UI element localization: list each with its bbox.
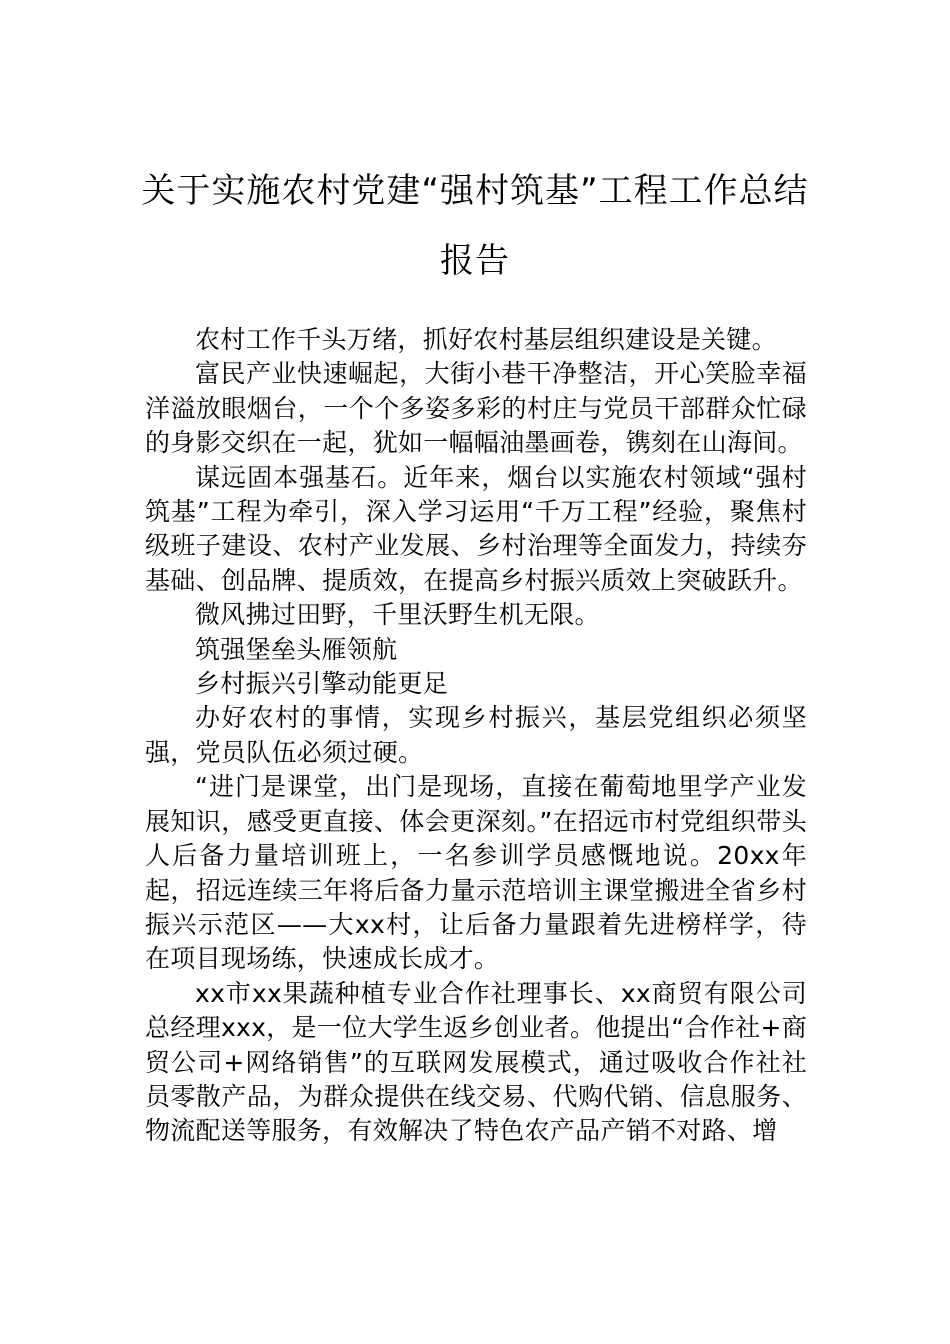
paragraph: 富民产业快速崛起，大街小巷干净整洁，开心笑脸幸福洋溢放眼烟台，一个个多姿多彩的村庄与党员干部群众忙碌的身影交织在一起，犹如一幅幅油墨画卷，镌刻在山海间。 bbox=[145, 359, 807, 458]
paragraph: 微风拂过田野，千里沃野生机无限。 bbox=[195, 600, 600, 630]
document-title bbox=[120, 156, 830, 296]
paragraph: xx市xx果蔬种植专业合作社理事长、xx商贸有限公司总经理xxx，是一位大学生返乡创业者。他提出“合作社+商贸公司+网络销售”的互联网发展模式，通过吸收合作社社员零散产品，为群众提供在线交易、代购代销、信息服务、物流配送等服务，有效解决了特色农产品产销不对路、增 bbox=[145, 978, 807, 1146]
paragraph: “进门是课堂，出门是现场，直接在葡萄地里学产业发展知识，感受更直接、体会更深刻。”在招远市村党组织带头人后备力量培训班上，一名参训学员感慨地说。20xx年起，招远连续三年将后备力量示范培训主课堂搬进全省乡村振兴示范区——大xx村，让后备力量跟着先进榜样学，待在项目现场练，快速成长成才。 bbox=[145, 772, 807, 974]
paragraph: 办好农村的事情，实现乡村振兴，基层党组织必须坚强，党员队伍必须过硬。 bbox=[145, 703, 807, 767]
document-body bbox=[145, 323, 807, 1149]
paragraph: 农村工作千头万绪，抓好农村基层组织建设是关键。 bbox=[195, 325, 777, 354]
title-line-2: 报告 bbox=[440, 241, 510, 281]
section-heading: 筑强堡垒头雁领航 bbox=[195, 634, 398, 664]
paragraph: 谋远固本强基石。近年来，烟台以实施农村领域“强村筑基”工程为牵引，深入学习运用“千万工程”经验，聚焦村级班子建设、农村产业发展、乡村治理等全面发力，持续夯基础、创品牌、提质效，在提高乡村振兴质效上突破跃升。 bbox=[145, 462, 807, 595]
title-line-1: 关于实施农村党建“强村筑基”工程工作总结 bbox=[141, 171, 809, 211]
section-heading: 乡村振兴引擎动能更足 bbox=[195, 669, 449, 699]
